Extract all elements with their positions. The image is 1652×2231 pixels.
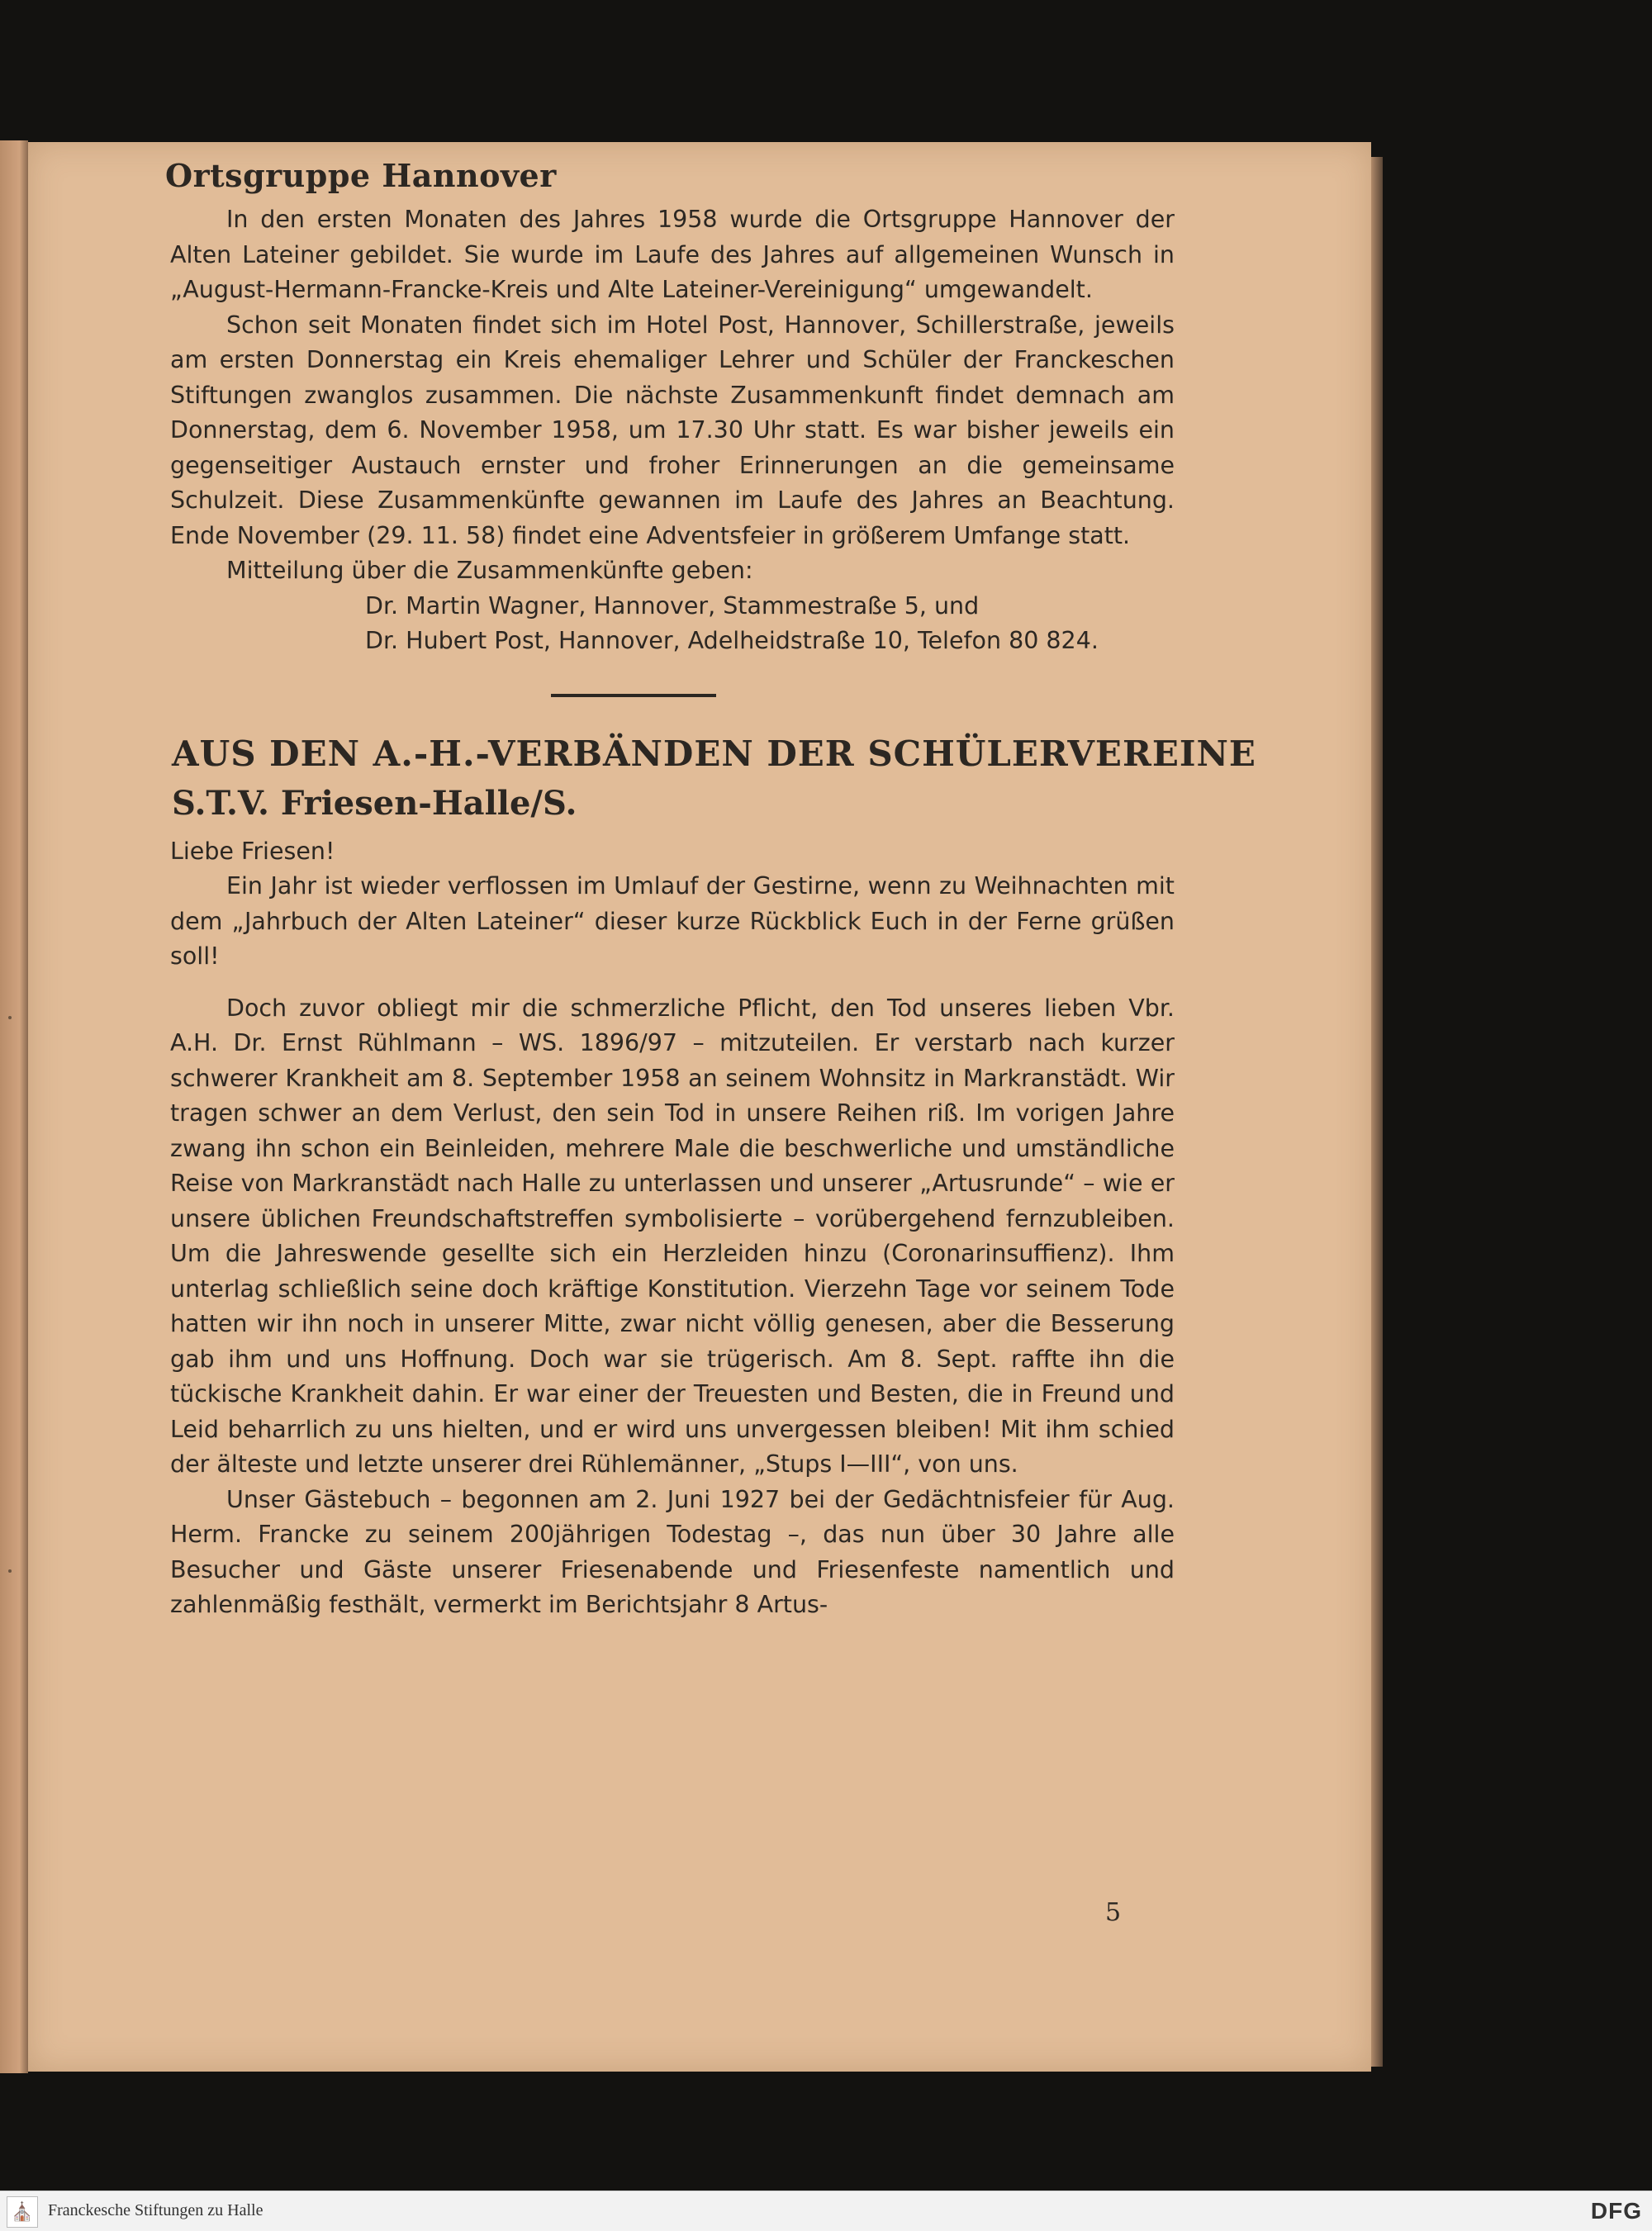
address-line: Dr. Martin Wagner, Hannover, Stammestraße 5, und [365, 591, 980, 619]
paragraph-gap [142, 975, 1175, 991]
previous-page-edge [0, 140, 28, 2073]
salutation: Liebe Friesen! [170, 837, 335, 865]
institution-link[interactable]: Franckesche Stiftungen zu Halle [48, 2201, 263, 2219]
heading-schuelervereine: AUS DEN A.-H.-VERBÄNDEN DER SCHÜLERVEREINE [172, 733, 1256, 774]
viewer-footer [0, 2191, 1652, 2231]
page-right-edge [1371, 157, 1383, 2067]
address-line: Dr. Hubert Post, Hannover, Adelheidstraße 10, Telefon 80 824. [365, 627, 1099, 654]
section-title-ortsgruppe: Ortsgruppe Hannover [165, 157, 557, 194]
foundation-crest-icon[interactable]: ⛪ [7, 2196, 38, 2228]
subheading-friesen: S.T.V. Friesen-Halle/S. [172, 783, 577, 823]
margin-mark [8, 1569, 12, 1573]
page-content [142, 157, 1256, 1623]
paragraph: Mitteilung über die Zusammenkünfte geben: [226, 557, 753, 584]
paragraph: Unser Gästebuch – begonnen am 2. Juni 1927 bei der Gedächtnisfeier für Aug. Herm. Francke zu seinem 200jährigen Todestag –, das nun über 30 Jahre alle Besucher und Gäste unserer Friesenabende und Friesenfeste namentlich und zahlenmäßig festhält, vermerkt im Berichtsjahr 8 Artus- [170, 1485, 1175, 1618]
paragraph: In den ersten Monaten des Jahres 1958 wurde die Ortsgruppe Hannover der Alten Lateiner gebildet. Sie wurde im Laufe des Jahres auf allgemeinen Wunsch in „August-Hermann-Francke-Kreis und Alte Lateiner-Vereinigung“ umgewandelt. [170, 206, 1175, 303]
dfg-logo[interactable]: DFG [1590, 2198, 1642, 2224]
paragraph: Ein Jahr ist wieder verflossen im Umlauf der Gestirne, wenn zu Weihnachten mit dem „Jahrbuch der Alten Lateiner“ dieser kurze Rückblick Euch in der Ferne grüßen soll! [170, 872, 1175, 970]
paragraph: Schon seit Monaten findet sich im Hotel Post, Hannover, Schillerstraße, jeweils am ersten Donnerstag ein Kreis ehemaliger Lehrer und Schüler der Franckeschen Stiftungen zwanglos zusammen. Die nächste Zusammenkunft findet demnach am Donnerstag, dem 6. November 1958, um 17.30 Uhr statt. Es war bisher jeweils ein gegenseitiger Austauch ernster und froher Erinnerungen an die gemeinsame Schulzeit. Diese Zusammenkünfte gewannen im Laufe des Jahres an Beachtung. Ende November (29. 11. 58) findet eine Adventsfeier in größerem Umfange statt. [170, 311, 1175, 549]
section-divider [551, 694, 716, 697]
page-number: 5 [1105, 1898, 1122, 1927]
paragraph: Doch zuvor obliegt mir die schmerzliche Pflicht, den Tod unseres lieben Vbr. A.H. Dr. Ernst Rühlmann – WS. 1896/97 – mitzuteilen. Er verstarb nach kurzer schwerer Krankheit am 8. September 1958 an seinem Wohnsitz in Markranstädt. Wir tragen schwer an dem Verlust, den sein Tod in unsere Reihen riß. Im vorigen Jahre zwang ihn schon ein Beinleiden, mehrere Male die beschwerliche und umständliche Reise von Markranstädt nach Halle zu unterlassen und unserer „Artusrunde“ – wie er unsere üblichen Freundschaftstreffen symbolisierte – vorübergehend fernzubleiben. Um die Jahreswende gesellte sich ein Herzleiden hinzu (Coronarinsuffienz). Ihm unterlag schließlich seine doch kräftige Konstitution. Vierzehn Tage vor seinem Tode hatten wir ihn noch in unserer Mitte, zwar nicht völlig genesen, aber die Besserung gab ihm und uns Hoffnung. Doch war sie trügerisch. Am 8. Sept. raffte ihn die tückische Krankheit dahin. Er war einer der Treuesten und Besten, die in Freund und Leid beharrlich zu uns hielten, und er wird uns unvergessen bleiben! Mit ihm schied der älteste und letzte unserer drei Rühlemänner, „Stups I—III“, von uns. [170, 994, 1175, 1478]
margin-mark [8, 1016, 12, 1019]
